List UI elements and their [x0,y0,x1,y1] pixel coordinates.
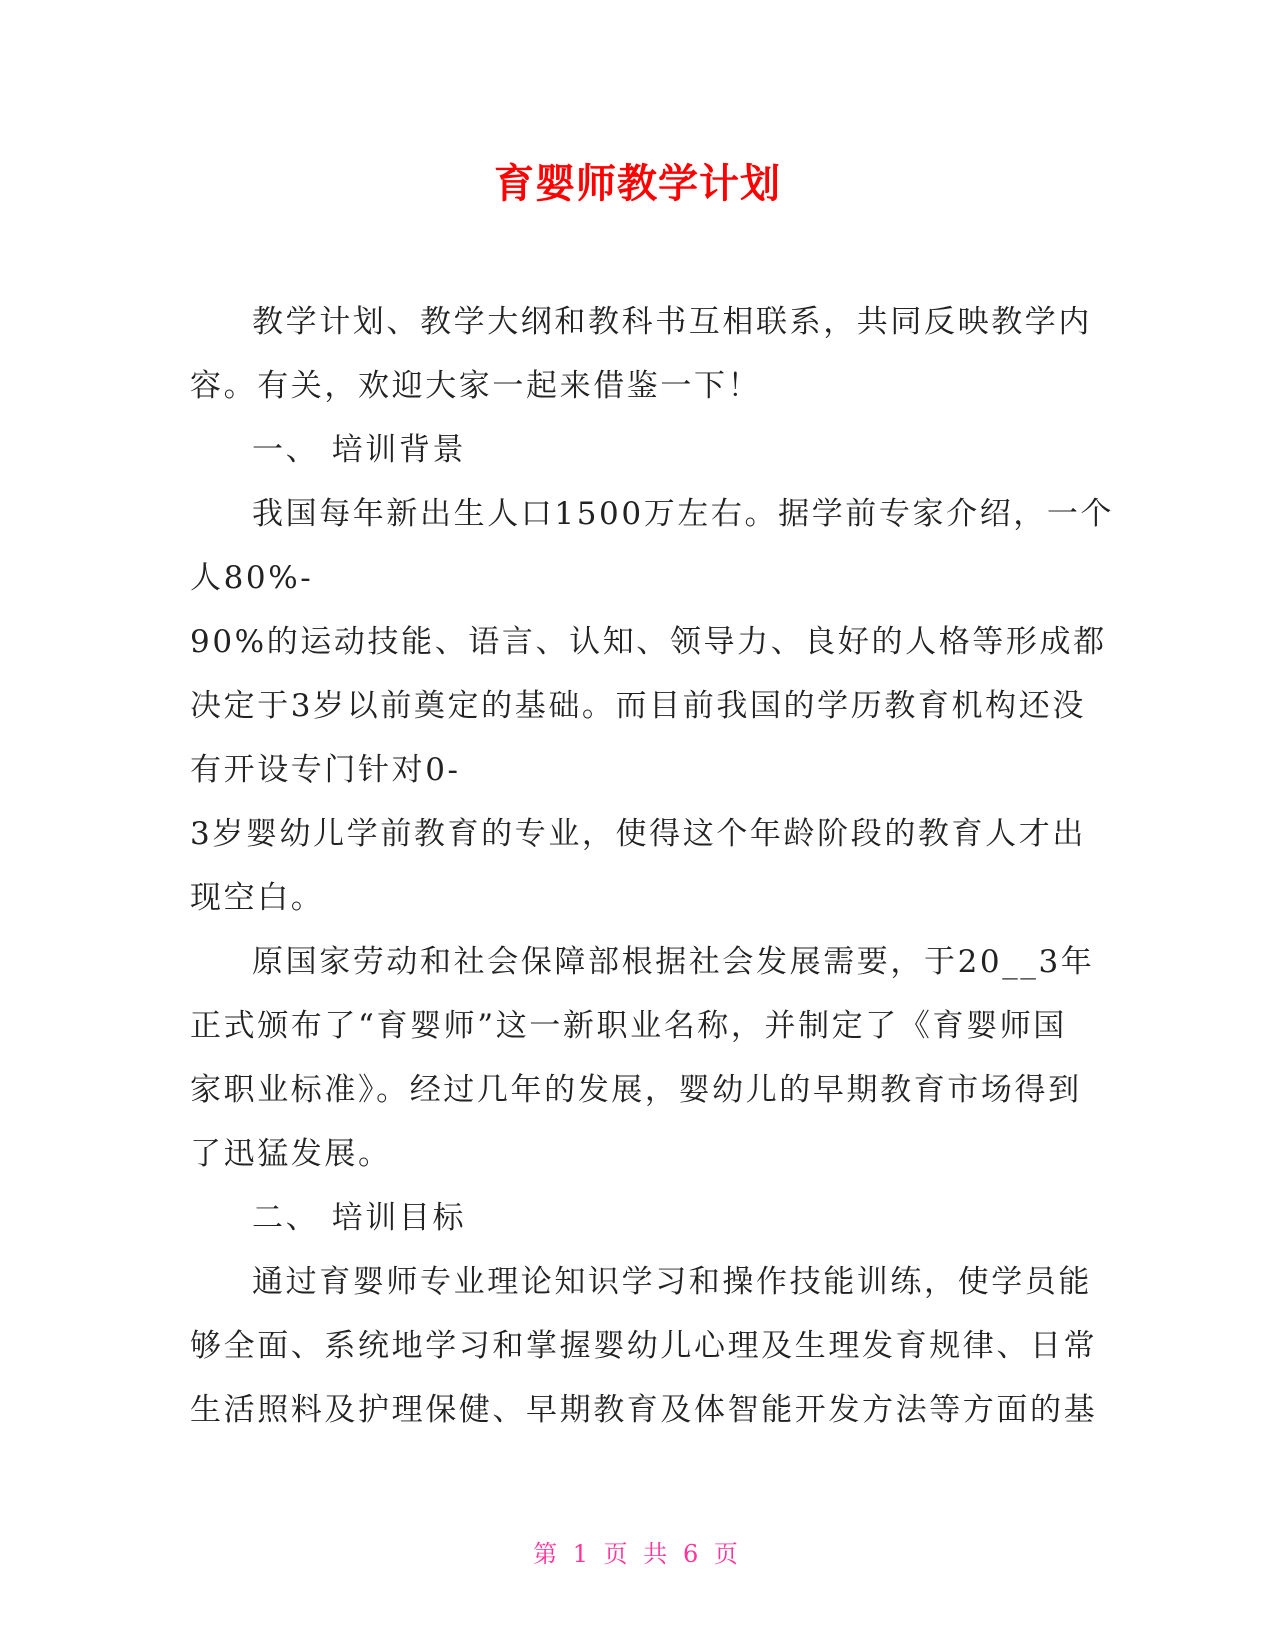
section-heading: 一、 培训背景 [252,432,467,468]
paragraph-line: 通过育婴师专业理论知识学习和操作技能训练，使学员能 [252,1264,1092,1300]
paragraph-line: 3岁婴幼儿学前教育的专业，使得这个年龄阶段的教育人才出 [190,816,1086,852]
page-footer: 第 1 页 共 6 页 [533,1540,742,1568]
paragraph-line: 90%的运动技能、语言、认知、领导力、良好的人格等形成都 [190,624,1107,660]
paragraph-line: 容。有关，欢迎大家一起来借鉴一下！ [190,368,762,404]
paragraph-line: 人80%- [190,560,314,596]
section-heading: 二、 培训目标 [252,1200,467,1236]
paragraph-line: 我国每年新出生人口1500万左右。据学前专家介绍，一个 [252,496,1115,532]
paragraph-line: 够全面、系统地学习和掌握婴幼儿心理及生理发育规律、日常 [190,1328,1098,1364]
paragraph-line: 现空白。 [190,880,325,916]
paragraph-line: 家职业标准》。经过几年的发展，婴幼儿的早期教育市场得到 [190,1072,1082,1108]
document-title: 育婴师教学计划 [494,161,781,207]
document-body [190,290,1115,1442]
paragraph-line: 了迅猛发展。 [190,1136,392,1172]
paragraph-line: 正式颁布了“育婴师”这一新职业名称，并制定了《育婴师国 [190,1008,1067,1044]
paragraph-line: 有开设专门针对0- [190,752,461,788]
paragraph-line: 决定于3岁以前奠定的基础。而目前我国的学历教育机构还没 [190,688,1086,724]
paragraph-line: 教学计划、教学大纲和教科书互相联系，共同反映教学内 [252,304,1092,340]
paragraph-line: 生活照料及护理保健、早期教育及体智能开发方法等方面的基 [190,1392,1098,1428]
paragraph-line: 原国家劳动和社会保障部根据社会发展需要，于20__3年 [252,944,1095,980]
